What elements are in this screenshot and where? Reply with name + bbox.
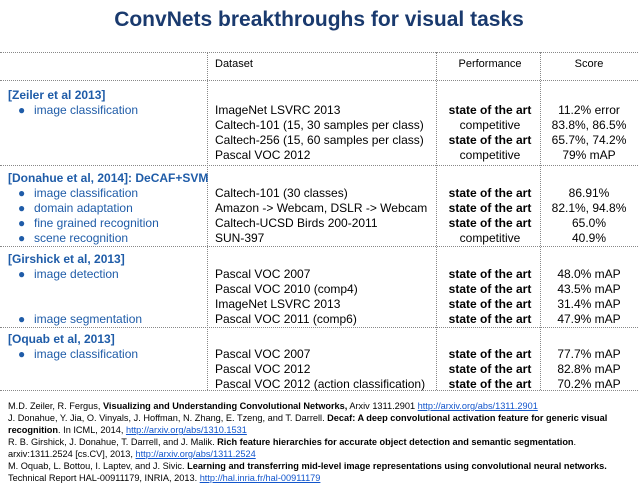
dataset-cell: ImageNet LSVRC 2013: [215, 297, 341, 311]
performance-cell: state of the art: [448, 377, 532, 391]
score-cell: 70.2% mAP: [557, 377, 621, 391]
row-divider: [0, 327, 638, 328]
task-item: ● image classification: [18, 103, 139, 117]
reference-item: M. Oquab, L. Bottou, I. Laptev, and J. Sivic. Learning and transferring mid-level image representations using convolutional neural networks. Technical Report HAL-00911179, INRIA, 2013. http://hal.inria.fr/hal-00911179: [8, 461, 607, 483]
score-cell: 82.8% mAP: [557, 362, 621, 376]
dataset-cell: Pascal VOC 2007: [215, 267, 311, 281]
performance-cell: state of the art: [448, 362, 532, 376]
performance-cell: state of the art: [448, 103, 532, 117]
row-divider: [0, 165, 638, 166]
score-cell: 77.7% mAP: [557, 347, 621, 361]
dataset-cell: Pascal VOC 2010 (comp4): [215, 282, 358, 296]
references: [8, 400, 634, 484]
performance-cell: state of the art: [448, 216, 532, 230]
dataset-cell: Pascal VOC 2012 (action classification): [215, 377, 426, 391]
performance-cell: state of the art: [448, 282, 532, 296]
table-top-border: [0, 52, 638, 53]
performance-cell: state of the art: [448, 312, 532, 326]
performance-cell: competitive: [459, 118, 521, 132]
bullet-icon: ●: [18, 103, 26, 117]
score-header: Score: [574, 58, 604, 70]
dataset-cell: Caltech-UCSD Birds 200-2011: [215, 216, 378, 230]
performance-cell: competitive: [459, 148, 521, 162]
performance-cell: state of the art: [448, 133, 532, 147]
bullet-icon: ●: [18, 201, 26, 215]
performance-cell: state of the art: [448, 201, 532, 215]
bullet-icon: ●: [18, 312, 26, 326]
performance-cell: state of the art: [448, 267, 532, 281]
reference-link[interactable]: http://hal.inria.fr/hal-00911179: [199, 473, 321, 483]
performance-cell: state of the art: [448, 297, 532, 311]
bullet-icon: ●: [18, 231, 26, 245]
score-cell: 47.9% mAP: [557, 312, 621, 326]
dataset-cell: Caltech-101 (30 classes): [215, 186, 348, 200]
reference-item: M.D. Zeiler, R. Fergus, Visualizing and Understanding Convolutional Networks, Arxiv 1311.2901 http://arxiv.org/abs/1311.2901: [8, 401, 538, 411]
score-cell: 31.4% mAP: [557, 297, 621, 311]
score-cell: 65.7%, 74.2%: [551, 133, 627, 147]
dataset-cell: Pascal VOC 2007: [215, 347, 311, 361]
slide-title: ConvNets breakthroughs for visual tasks: [114, 8, 524, 31]
score-cell: 65.0%: [571, 216, 607, 230]
bullet-icon: ●: [18, 267, 26, 281]
task-item: ● image classification: [18, 186, 139, 200]
score-cell: 43.5% mAP: [557, 282, 621, 296]
task-item: ● scene recognition: [18, 231, 129, 245]
performance-cell: state of the art: [448, 347, 532, 361]
dataset-cell: Pascal VOC 2012: [215, 362, 311, 376]
score-cell: 48.0% mAP: [557, 267, 621, 281]
performance-header: Performance: [458, 58, 522, 70]
dataset-cell: Amazon -> Webcam, DSLR -> Webcam: [215, 201, 428, 215]
task-item: ● image detection: [18, 267, 119, 281]
author-label: [Oquab et al, 2013]: [8, 332, 115, 346]
header-divider: [0, 80, 638, 81]
bullet-icon: ●: [18, 186, 26, 200]
score-cell: 82.1%, 94.8%: [551, 201, 627, 215]
author-label: [Donahue et al, 2014]: DeCAF+SVM: [8, 171, 209, 185]
task-item: ● domain adaptation: [18, 201, 133, 215]
dataset-cell: Pascal VOC 2011 (comp6): [215, 312, 357, 326]
performance-cell: competitive: [459, 231, 521, 245]
task-item: ● image classification: [18, 347, 139, 361]
score-cell: 11.2% error: [558, 103, 620, 117]
reference-link[interactable]: http://arxiv.org/abs/1311.2524: [135, 449, 256, 459]
task-item: ● fine grained recognition: [18, 216, 159, 230]
reference-link[interactable]: http://arxiv.org/abs/1310.1531: [125, 425, 247, 435]
score-cell: 79% mAP: [562, 148, 616, 162]
column-divider: [207, 52, 208, 390]
dataset-cell: Caltech-101 (15, 30 samples per class): [215, 118, 424, 132]
performance-cell: state of the art: [448, 186, 532, 200]
task-item: ● image segmentation: [18, 312, 143, 326]
dataset-cell: ImageNet LSVRC 2013: [215, 103, 341, 117]
reference-item: R. B. Girshick, J. Donahue, T. Darrell, and J. Malik. Rich feature hierarchies for accurate object detection and semantic segmentation. arxiv:1311.2524 [cs.CV], 2013, http://arxiv.org/abs/1311.2524: [8, 437, 577, 459]
dataset-cell: Caltech-256 (15, 60 samples per class): [215, 133, 424, 147]
dataset-header: Dataset: [215, 58, 253, 70]
reference-link[interactable]: http://arxiv.org/abs/1311.2901: [417, 401, 538, 411]
author-label: [Girshick et al, 2013]: [8, 252, 125, 266]
reference-item: J. Donahue, Y. Jia, O. Vinyals, J. Hoffman, N. Zhang, E. Tzeng, and T. Darrell. Decaf: A deep convolutional activation feature for generic visual recognition. In ICML, 2014, http://arxiv.org/abs/1310.1531: [8, 413, 608, 435]
author-label: [Zeiler et al 2013]: [8, 88, 106, 102]
score-cell: 40.9%: [571, 231, 607, 245]
dataset-cell: SUN-397: [215, 231, 265, 245]
bullet-icon: ●: [18, 216, 26, 230]
row-divider: [0, 246, 638, 247]
dataset-cell: Pascal VOC 2012: [215, 148, 311, 162]
score-cell: 83.8%, 86.5%: [551, 118, 627, 132]
bullet-icon: ●: [18, 347, 26, 361]
score-cell: 86.91%: [568, 186, 610, 200]
